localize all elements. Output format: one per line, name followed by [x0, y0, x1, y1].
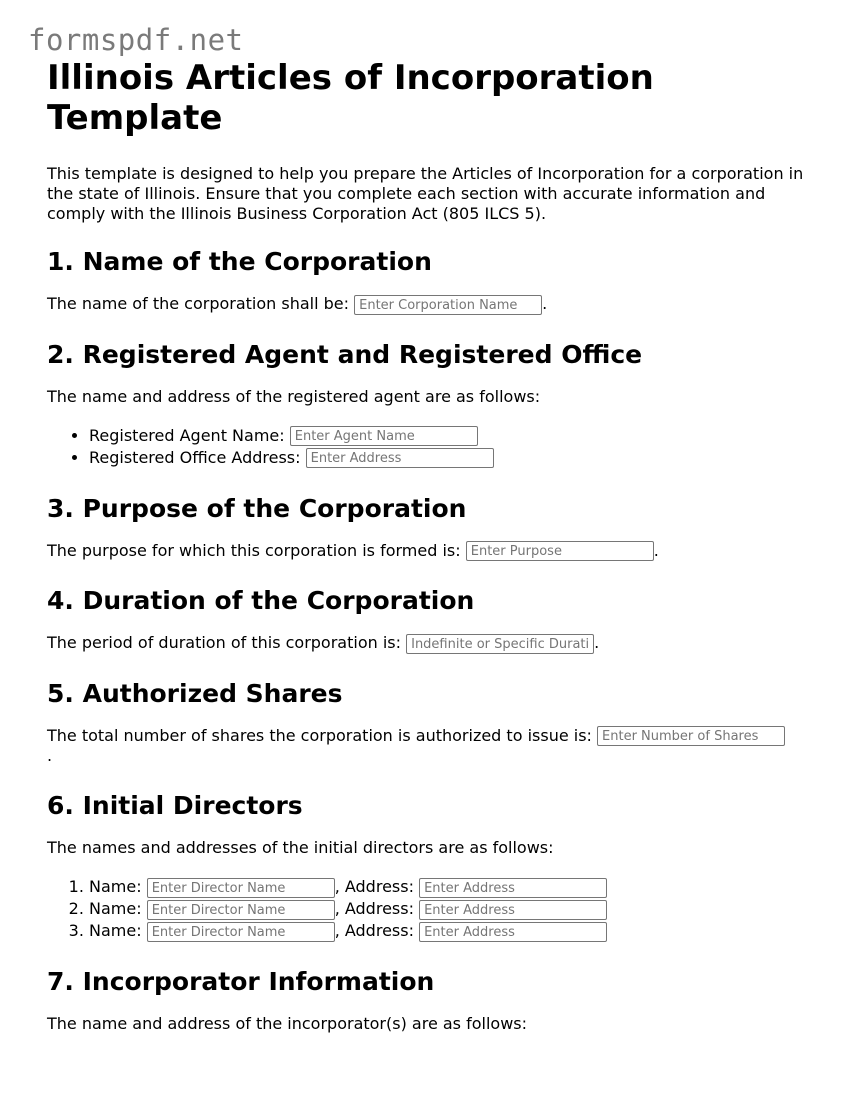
list-item: [89, 447, 827, 469]
period: .: [542, 294, 548, 313]
director-name-label: Name:: [89, 899, 142, 918]
section-purpose-line: [47, 541, 827, 562]
agent-name-label: Registered Agent Name:: [89, 425, 285, 445]
director-address-input[interactable]: [419, 878, 607, 898]
section-heading-directors: 6. Initial Directors: [47, 791, 303, 820]
director-name-input[interactable]: [147, 900, 335, 920]
director-address-label: , Address:: [334, 921, 414, 940]
director-address-input[interactable]: [419, 922, 607, 942]
director-address-label: , Address:: [334, 899, 414, 918]
section-duration-line: [47, 633, 827, 654]
section-shares-line: [47, 726, 827, 767]
section-directors-text: The names and addresses of the initial directors are as follows:: [47, 838, 554, 857]
section-heading-purpose: 3. Purpose of the Corporation: [47, 493, 467, 523]
section-heading-agent: 2. Registered Agent and Registered Office: [47, 339, 643, 369]
director-name-input[interactable]: [147, 878, 335, 898]
section-name-line: [47, 294, 827, 315]
section-purpose-text: The purpose for which this corporation is formed is:: [47, 540, 461, 560]
section-duration-text: The period of duration of this corporation is:: [47, 633, 402, 652]
director-name-label: Name:: [89, 921, 142, 940]
list-item: [89, 425, 827, 447]
section-shares-text: The total number of shares the corporation is authorized to issue is:: [47, 725, 592, 745]
page-title: Illinois Articles of Incorporation Template: [47, 58, 654, 138]
section-name-text: The name of the corporation shall be:: [47, 294, 350, 313]
list-item: [89, 876, 827, 898]
corporation-name-input[interactable]: [354, 295, 542, 315]
period: .: [594, 633, 600, 652]
document-body: [47, 58, 827, 1059]
list-item: [89, 898, 827, 920]
period: .: [653, 540, 659, 560]
section-heading-shares: 5. Authorized Shares: [47, 678, 343, 708]
director-address-label: , Address:: [334, 877, 414, 896]
intro-paragraph: This template is designed to help you prepare the Articles of Incorporation for a corporation in the state of Illinois. Ensure that you complete each section with accurate information and comply with the Illinois Business Corporation Act (805 ILCS 5).: [47, 164, 804, 223]
duration-input[interactable]: [406, 634, 594, 654]
section-heading-name: 1. Name of the Corporation: [47, 247, 432, 276]
list-item: [89, 920, 827, 942]
watermark: formspdf.net: [28, 23, 244, 57]
shares-input[interactable]: [597, 726, 785, 746]
section-heading-incorporator: 7. Incorporator Information: [47, 967, 435, 996]
director-name-label: Name:: [89, 877, 142, 896]
section-heading-duration: 4. Duration of the Corporation: [47, 586, 475, 615]
agent-list: [47, 425, 827, 469]
purpose-input[interactable]: [466, 541, 654, 561]
period: .: [47, 746, 53, 765]
director-address-input[interactable]: [419, 900, 607, 920]
director-name-input[interactable]: [147, 922, 335, 942]
directors-list: [47, 876, 827, 942]
office-address-label: Registered Office Address:: [89, 447, 301, 467]
section-agent-text: The name and address of the registered agent are as follows:: [47, 386, 541, 406]
office-address-input[interactable]: [306, 448, 494, 468]
section-incorporator-text: The name and address of the incorporator(s) are as follows:: [47, 1014, 528, 1033]
agent-name-input[interactable]: [290, 426, 478, 446]
